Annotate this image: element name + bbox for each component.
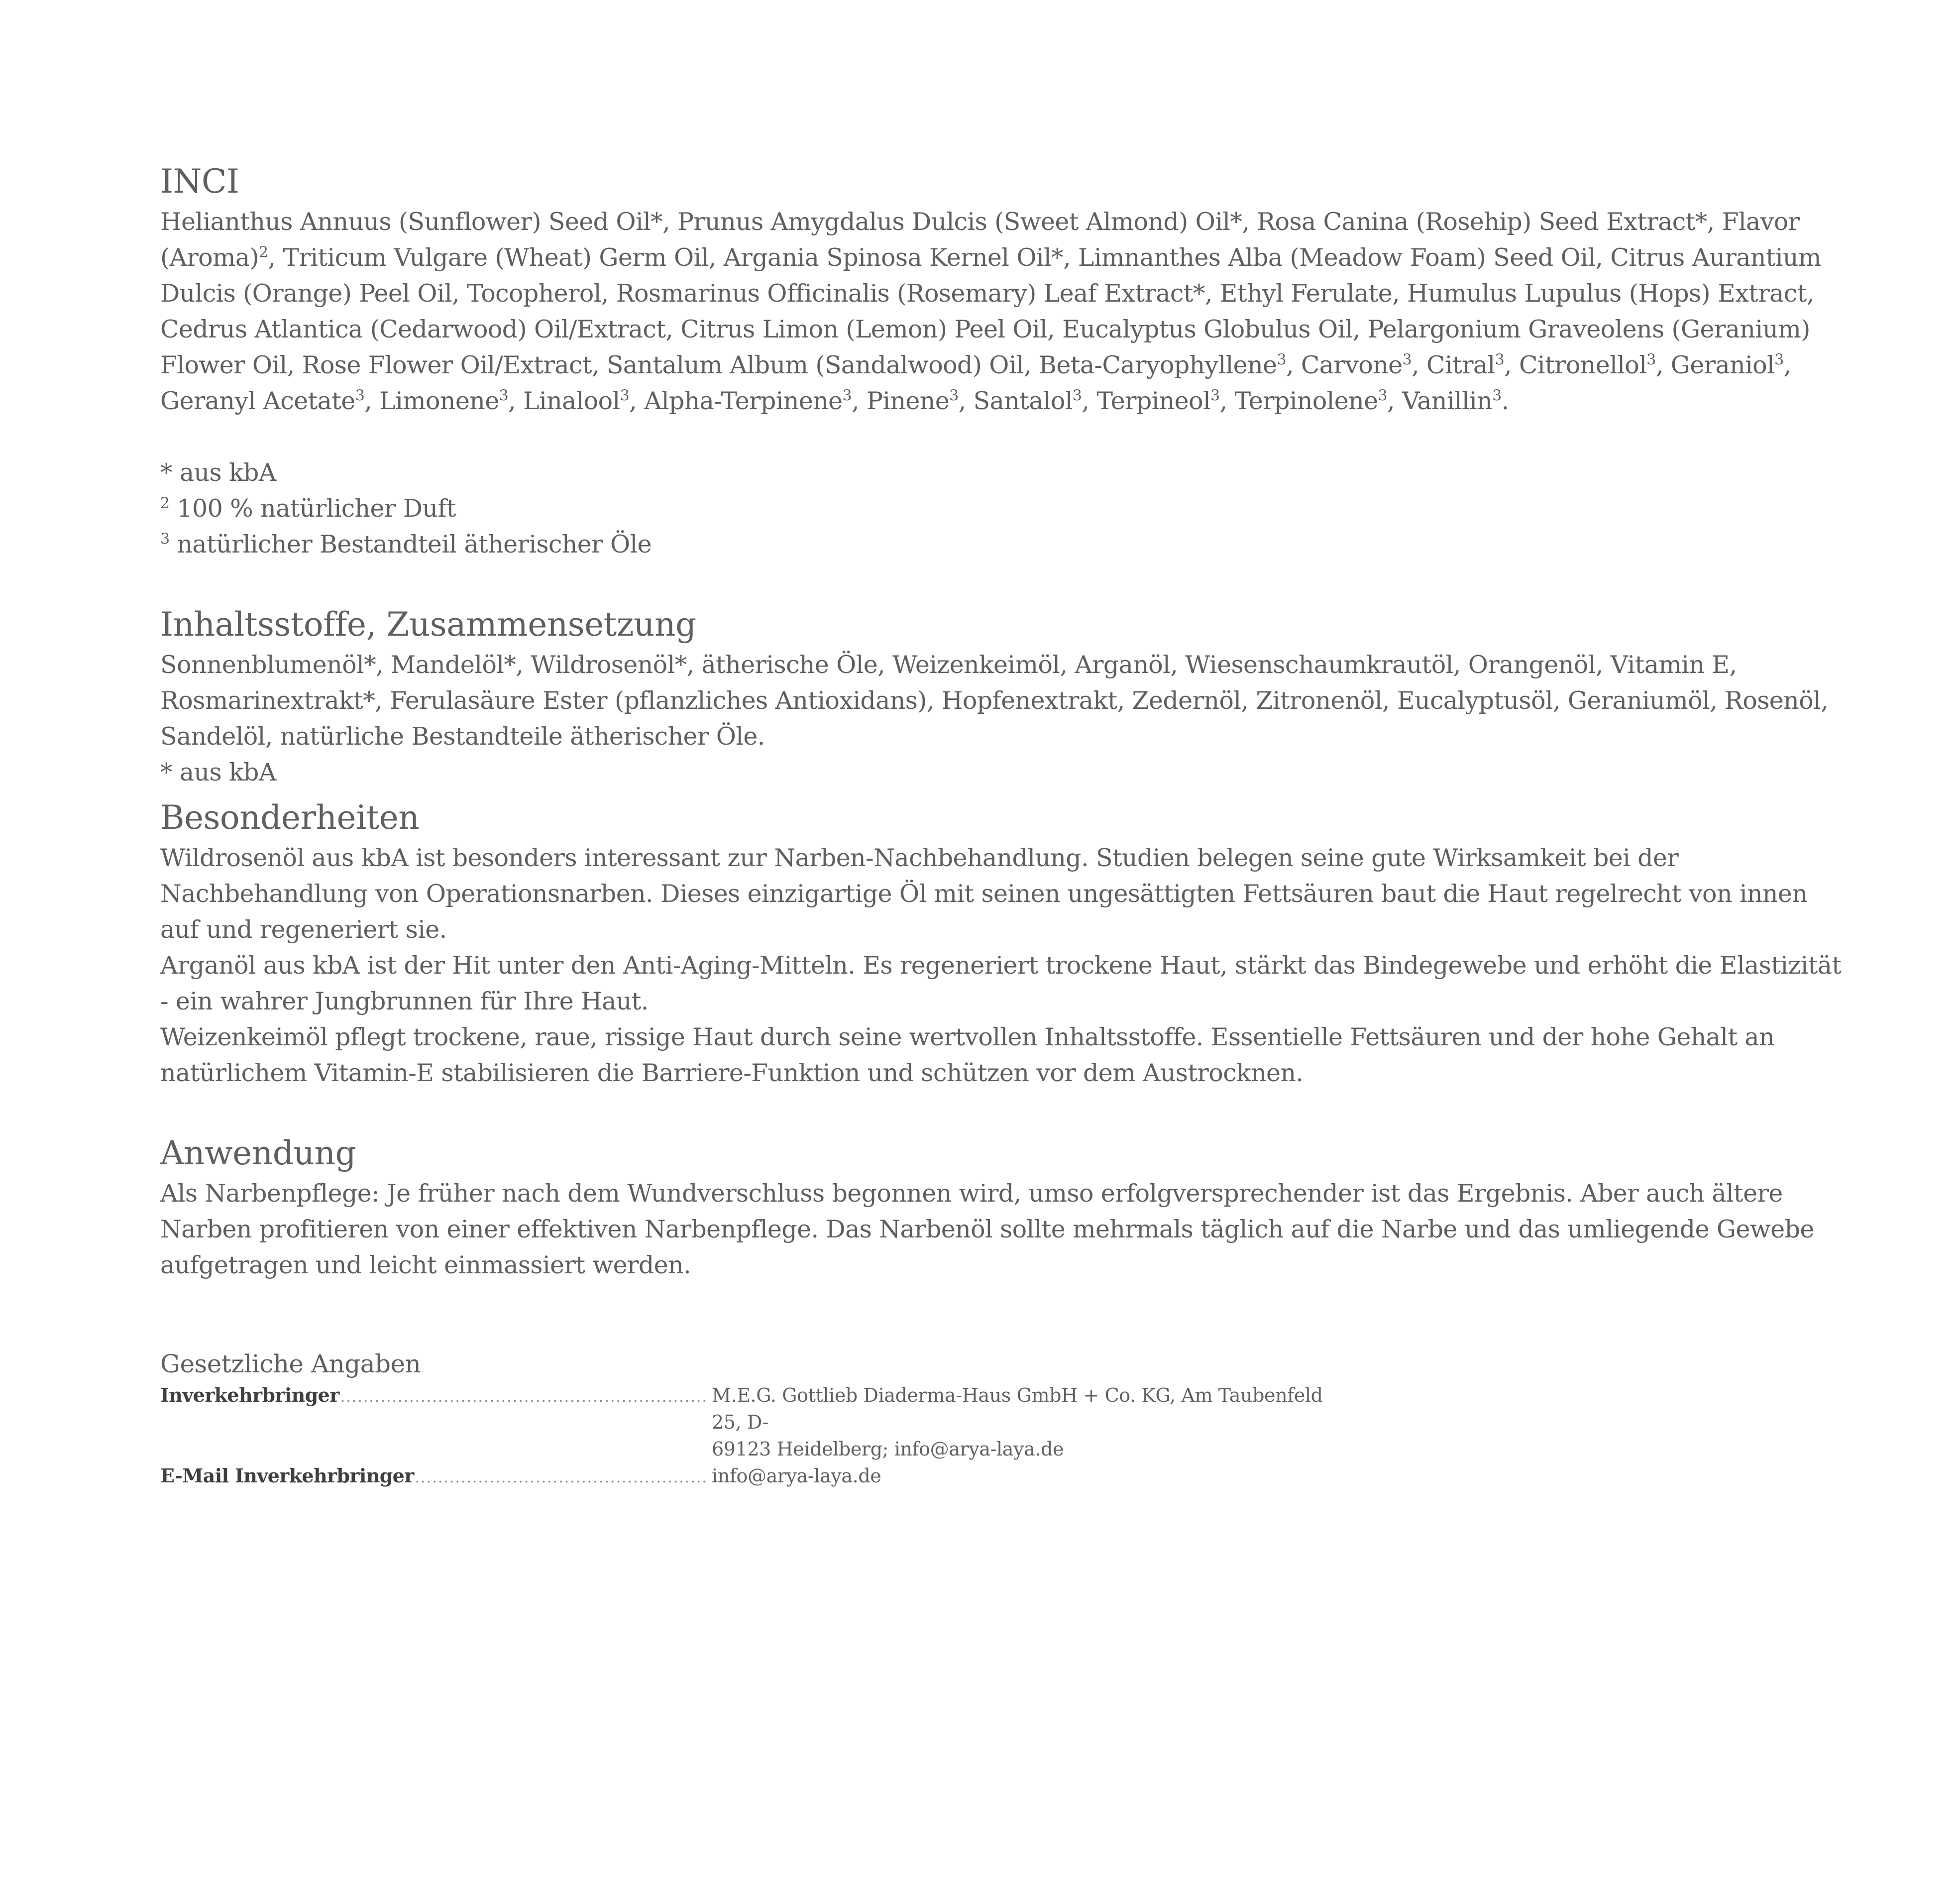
inci-text — [160, 204, 1843, 419]
inci-heading: INCI — [160, 162, 239, 201]
text-line: Sandelöl, natürliche Bestandteile ätherischer Öle. — [160, 722, 765, 751]
text-segment: , Linalool — [508, 387, 620, 415]
text-line — [160, 383, 1843, 419]
ingredients-heading: Inhaltsstoffe, Zusammensetzung — [160, 605, 696, 644]
legal-title: Gesetzliche Angaben — [160, 1349, 421, 1378]
footnote-marker: 3 — [499, 387, 509, 405]
dot-leader — [340, 1384, 708, 1411]
text-line: Weizenkeimöl pflegt trockene, raue, rissige Haut durch seine wertvollen Inhaltsstoffe. Essentielle Fettsäuren und der hohe Gehalt an — [160, 1023, 1774, 1051]
text-segment: Helianthus Annuus (Sunflower) Seed Oil*, Prunus Amygdalus Dulcis (Sweet Almond) Oil*, Rosa Canina (Rosehip) Seed Extract*, Flavor — [160, 208, 1800, 236]
legal-row — [160, 1462, 1843, 1491]
text-segment: Geranyl Acetate — [160, 387, 355, 415]
usage-heading: Anwendung — [160, 1134, 356, 1172]
ingredients-text — [160, 647, 1843, 790]
footnote-marker: 3 — [1378, 387, 1388, 405]
footnote-marker: 3 — [355, 387, 365, 405]
footnote-marker: 3 — [620, 387, 630, 405]
legal-value-line: 69123 Heidelberg; info@arya-laya.de — [712, 1438, 1064, 1460]
text-line: Nachbehandlung von Operationsnarben. Dieses einzigartige Öl mit seinen ungesättigten Fettsäuren baut die Haut regelrecht von innen — [160, 880, 1808, 908]
text-segment: , Citronellol — [1504, 351, 1647, 379]
text-segment: , Geraniol — [1655, 351, 1775, 379]
usage-text — [160, 1176, 1843, 1283]
text-segment: , Citral — [1412, 351, 1495, 379]
legal-info — [160, 1348, 1843, 1491]
footnote-marker: 3 — [1774, 351, 1784, 369]
text-segment: , Vanillin — [1387, 387, 1493, 415]
text-segment: Cedrus Atlantica (Cedarwood) Oil/Extract, Citrus Limon (Lemon) Peel Oil, Eucalyptus Globulus Oil, Pelargonium Graveolens (Geranium) — [160, 315, 1810, 343]
text-line — [160, 276, 1843, 312]
footnote-marker: 2 — [259, 243, 268, 261]
text-line — [160, 491, 1843, 527]
text-line: Wildrosenöl aus kbA ist besonders interessant zur Narben-Nachbehandlung. Studien belegen seine gute Wirksamkeit bei der — [160, 844, 1679, 872]
footnote-list — [160, 455, 1843, 562]
text-line — [160, 312, 1843, 347]
special-section — [160, 795, 1843, 1091]
text-line — [160, 527, 1843, 562]
text-line: * aus kbA — [160, 758, 276, 786]
footnote-marker: 3 — [1495, 351, 1505, 369]
footnotes — [160, 455, 1843, 562]
legal-row — [160, 1382, 1843, 1462]
text-segment: 100 % natürlicher Duft — [169, 494, 456, 523]
usage-section — [160, 1131, 1843, 1283]
dot-leader — [415, 1464, 708, 1491]
legal-key — [160, 1462, 708, 1491]
text-line: Sonnenblumenöl*, Mandelöl*, Wildrosenöl*, ätherische Öle, Weizenkeimöl, Arganöl, Wiesenschaumkrautöl, Orangenöl, Vitamin E, — [160, 651, 1737, 679]
text-segment: , Limonene — [364, 387, 499, 415]
text-line — [160, 455, 1843, 491]
text-line: Arganöl aus kbA ist der Hit unter den Anti-Aging-Mitteln. Es regeneriert trockene Haut, stärkt das Bindegewebe und erhöht die Elastizität — [160, 951, 1842, 980]
text-segment: (Aroma) — [160, 243, 259, 272]
text-segment: natürlicher Bestandteil ätherischer Öle — [169, 530, 652, 559]
legal-key — [160, 1382, 708, 1411]
special-heading: Besonderheiten — [160, 798, 420, 837]
footnote-marker: 2 — [160, 494, 170, 512]
text-line: Narben profitieren von einer effektiven Narbenpflege. Das Narbenöl sollte mehrmals täglich auf die Narbe und das umliegende Gewebe — [160, 1215, 1814, 1243]
text-segment: , Santalol — [958, 387, 1073, 415]
text-line: auf und regeneriert sie. — [160, 915, 447, 944]
text-segment: * aus kbA — [160, 458, 276, 487]
legal-value — [708, 1382, 1349, 1462]
footnote-marker: 3 — [1402, 351, 1412, 369]
special-text — [160, 840, 1843, 1091]
text-line: natürlichem Vitamin-E stabilisieren die Barriere-Funktion und schützen vor dem Austrocknen. — [160, 1059, 1304, 1087]
legal-key-label: Inverkehrbringer — [160, 1384, 339, 1406]
legal-value-line: M.E.G. Gottlieb Diaderma-Haus GmbH + Co. KG, Am Taubenfeld 25, D- — [712, 1384, 1323, 1433]
footnote-marker: 3 — [1277, 351, 1286, 369]
text-segment: , Pinene — [852, 387, 950, 415]
text-segment: , Triticum Vulgare (Wheat) Germ Oil, Argania Spinosa Kernel Oil*, Limnanthes Alba (Meadow Foam) Seed Oil, Citrus Aurantium — [268, 243, 1821, 272]
footnote-marker: 3 — [949, 387, 959, 405]
text-segment: . — [1501, 387, 1509, 415]
text-line: - ein wahrer Jungbrunnen für Ihre Haut. — [160, 987, 649, 1015]
text-line: Als Narbenpflege: Je früher nach dem Wundverschluss begonnen wird, umso erfolgversprechender ist das Ergebnis. Aber auch ältere — [160, 1179, 1783, 1208]
legal-value — [708, 1462, 1349, 1489]
footnote-marker: 3 — [1072, 387, 1082, 405]
text-segment: , Carvone — [1286, 351, 1403, 379]
footnote-marker: 3 — [1210, 387, 1220, 405]
ingredients-section — [160, 602, 1843, 790]
legal-table — [160, 1382, 1843, 1491]
footnote-marker: 3 — [1646, 351, 1656, 369]
text-segment: , Terpinolene — [1219, 387, 1378, 415]
text-segment: , Alpha-Terpinene — [629, 387, 843, 415]
legal-value-line: info@arya-laya.de — [712, 1465, 881, 1487]
text-segment: Flower Oil, Rose Flower Oil/Extract, Santalum Album (Sandalwood) Oil, Beta-Caryophyllene — [160, 351, 1277, 379]
text-line — [160, 240, 1843, 276]
footnote-marker: 3 — [842, 387, 852, 405]
footnote-marker: 3 — [160, 530, 170, 548]
text-segment: , Terpineol — [1082, 387, 1211, 415]
inci-section — [160, 159, 1843, 419]
text-segment: Dulcis (Orange) Peel Oil, Tocopherol, Rosmarinus Officinalis (Rosemary) Leaf Extract*, Ethyl Ferulate, Humulus Lupulus (Hops) Extract, — [160, 279, 1814, 308]
text-line — [160, 347, 1843, 383]
text-line: aufgetragen und leicht einmassiert werden. — [160, 1251, 691, 1279]
product-info-page — [160, 159, 1843, 1491]
text-line — [160, 204, 1843, 240]
legal-key-label: E-Mail Inverkehrbringer — [160, 1464, 414, 1487]
footnote-marker: 3 — [1492, 387, 1502, 405]
text-line: Rosmarinextrakt*, Ferulasäure Ester (pflanzliches Antioxidans), Hopfenextrakt, Zedernöl, Zitronenöl, Eucalyptusöl, Geraniumöl, Rosenöl, — [160, 686, 1829, 715]
text-segment: , — [1783, 351, 1791, 379]
